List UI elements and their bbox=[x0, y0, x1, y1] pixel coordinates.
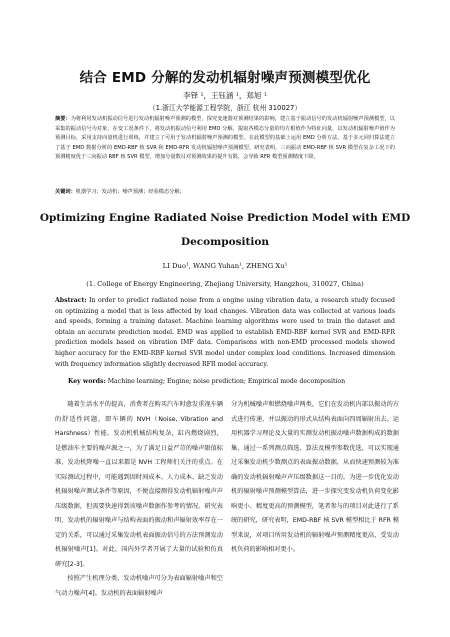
en-abstract bbox=[55, 296, 395, 370]
body-paragraph: 分为机械噪声和燃烧噪声两类，它们在发动机内部以振动的方式进行传递，并以振动的形式从结构表面向四周辐射出去。运用机器学习理论及大量的实测发动机振动噪声数据构成的数据集，通过一系列测点筛选、算法及模型参数优选，可以实现通过采集发动机少数测点的表面振动数据，从而快速预测较为准确的发动机辐射噪声声压级数据这一目的。为进一步优化发动机的辐射噪声预测模型算法，进一步探究变发动机负荷变化影响更小、精度更高的预测模型，笔者参与的项目对此进行了系统的研究，研究表明，EMD-RBF 核 SVR 模型相比于 RFR 模型来说，对项目所用发动机的辐射噪声预测精度更高，受发动机负荷的影响相对更小。 bbox=[231, 401, 399, 553]
cn-affiliation: （1.浙江大学能源工程学院，浙江 杭州 310027） bbox=[148, 104, 302, 112]
cn-abstract bbox=[55, 115, 395, 165]
en-title-line1: Optimizing Engine Radiated Noise Prediction Model with EMD bbox=[39, 212, 411, 224]
en-title-line2: Decomposition bbox=[180, 236, 269, 248]
cn-keywords-label: 关键词： bbox=[55, 189, 76, 195]
cn-keywords-text: 机器学习；发动机；噪声预测；经验模态分解； bbox=[75, 189, 185, 195]
body-left-column bbox=[55, 398, 223, 601]
en-abstract-text: In order to predict radiated noise from a engine using vibration data, a research study focused on optimizing a model that is less affected by load changes. Vibration data was collected at various loads and speeds, forming a training dataset. Machine learning algorithms were used to train the dataset and obtain an accurate prediction model. EMD was applied to establish EMD-RBF kernel SVR and EMD-RFR prediction models based on vibration IMF data. Comparisons with non-EMD processed models showed higher accuracy for the EMD-RBF kernel SVR model under complex load conditions. Increased dimension with frequency information slightly decreased RFR model accuracy. bbox=[55, 297, 396, 368]
cn-abstract-label: 摘要： bbox=[55, 116, 71, 122]
body-right-column bbox=[231, 398, 399, 558]
cn-keywords bbox=[55, 188, 395, 198]
en-keywords bbox=[68, 378, 395, 385]
cn-abstract-text: 为将利用发动机振动信号进行发动机辐射噪声预测的模型，探究变速器对预测结果的影响，建立基于振动信号的发动机辐射噪声预测模型，以采集的振动信号为对象，在变工况条件下，将发动机振动信号利用 EMD 分解，提取各模态分量的均方根值作为特征向量，以发动机辐射噪声值作为预测目标，采用支持向量机进行训练，并建立了可用于发动机辐射噪声预测的模型。在此模型的基础上运用 EMD 分析方法，基于多元回归算法建立了基于 EMD 数据分析的 EMD-RBF 核 SVR 和 EMD-RFR 发动机辐射噪声预测模型。研究表明，三向振动 EMD-RBF 核 SVR 模型在复杂工况下的预测精度优于三向振动 RBF 核 SVR 模型，增加分量数目对预测效果的提升有限，会导致 RFR 模型预测精度下降。 bbox=[55, 116, 395, 161]
en-keywords-label: Key words: bbox=[68, 378, 106, 385]
body-paragraph: 按照产生机理分类，发动机噪声可分为表面辐射噪声和空气动力噪声[4]。发动机的表面辐射噪声 bbox=[55, 575, 223, 597]
en-abstract-label: Abstract: bbox=[55, 297, 87, 304]
en-affiliation: (1. College of Energy Engineering, Zhejiang University, Hangzhou, 310027, China) bbox=[86, 280, 364, 288]
cn-title: 结合 EMD 分解的发动机辐射噪声预测模型优化 bbox=[79, 70, 371, 86]
body-paragraph: 随着生活水平的提高，消费者在购买汽车时愈发重视车辆的舒适性问题，即车辆的 NVH（Noise, Vibration and Harshness）性能。发动机机械结构复杂，缸内燃烧剧烈，是燃油车主要的噪声源之一，为了满足日益严苛的噪声限值标准，发动机降噪一直以来都是 NVH 工程师们关注的重点。在实际测试过程中，可能遇到因时间成本、人力成本、缺乏发动机辐射噪声测试条件等原因，不便直接测得发动机辐射噪声声压级数据，但需要快速得到该噪声数据作参考的情况。研究表明，发动机的辐射噪声与结构表面的振动和声辐射效率存在一定的关系，可以通过采集发动机表面振动信号的方法预测发动机辐射噪声[1]。对此，国内外学者开展了大量的试验和仿真研究[2-3]。 bbox=[55, 401, 223, 568]
cn-authors: 李铎 ¹，王钰涵 ¹，郑旭 ¹ bbox=[183, 91, 267, 100]
en-keywords-text: Machine learning; Engine; noise prediction; Empirical mode decomposition bbox=[107, 378, 346, 385]
en-authors: LI Duo¹, WANG Yuhan¹, ZHENG Xu¹ bbox=[162, 262, 288, 270]
